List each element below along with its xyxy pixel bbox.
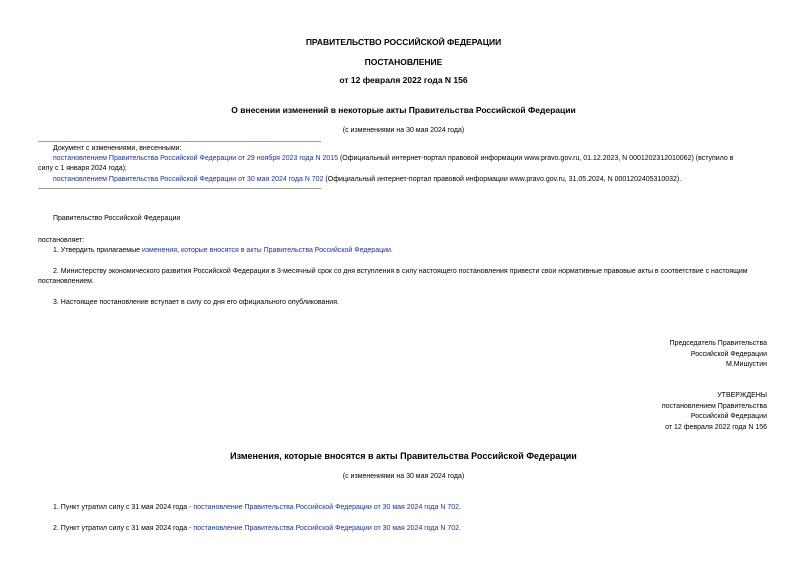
annex-item-1-text: 1. Пункт утратил силу с 31 мая 2024 года -	[53, 504, 194, 511]
changes-item-2	[53, 175, 681, 184]
approved-block	[662, 391, 767, 433]
approved-line-2: постановлением Правительства	[661, 402, 767, 410]
paragraph-3: 3. Настоящее постановление вступает в силу со дня его официального опубликования.	[53, 299, 339, 306]
annex-item-2	[53, 524, 461, 533]
paragraph-1-text: 1. Утвердить прилагаемые	[53, 247, 142, 254]
bottom-divider	[38, 188, 321, 189]
changes-annex-link[interactable]: изменения, которые вносятся в акты Правительства Российской Федерации	[141, 247, 391, 254]
signature-position: Председатель Правительства	[669, 340, 767, 347]
top-divider	[38, 141, 321, 142]
amendment-link-2015[interactable]: постановлением Правительства Российской Федерации от 29 ноября 2023 года N 2015	[53, 155, 339, 162]
paragraph-2-cont: постановлением.	[38, 278, 94, 285]
signature-body: Российской Федерации	[690, 350, 767, 358]
document-title: О внесении изменений в некоторые акты Правительства Российской Федерации	[231, 105, 576, 115]
signature-name: М.Мишустин	[725, 361, 767, 368]
changes-item-2-details: (Официальный интернет-портал правовой информации www.pravo.gov.ru, 31.05.2024, N 0001202405310032).	[323, 176, 682, 183]
org-heading: ПРАВИТЕЛЬСТВО РОССИЙСКОЙ ФЕДЕРАЦИИ	[305, 37, 502, 47]
paragraph-1-end: .	[390, 247, 393, 254]
government-text: Правительство Российской Федерации	[53, 215, 181, 222]
annex-title: Изменения, которые вносятся в акты Правительства Российской Федерации	[230, 451, 577, 461]
changes-item-1-details: (Официальный интернет-портал правовой информации www.pravo.gov.ru, 01.12.2023, N 0001202312010062) (вступило в	[338, 155, 734, 162]
annex-revision-note: (с изменениями на 30 мая 2024 года)	[342, 473, 465, 480]
paragraph-1	[53, 246, 393, 255]
changes-item-1-cont: силу с 1 января 2024 года);	[38, 165, 127, 172]
approved-line-3: Российской Федерации	[690, 413, 767, 420]
annex-item-2-end: .	[459, 525, 461, 532]
annex-item-2-text: 2. Пункт утратил силу с 31 мая 2024 года -	[53, 525, 194, 532]
changes-item-1	[53, 154, 733, 163]
revision-note: (с изменениями на 30 мая 2024 года)	[342, 127, 465, 134]
amendment-link-702[interactable]: постановлением Правительства Российской Федерации от 30 мая 2024 года N 702	[53, 176, 324, 183]
changes-intro: Документ с изменениями, внесенными:	[53, 145, 182, 152]
signature-block	[670, 339, 767, 371]
annex-item-1	[53, 503, 461, 512]
annex-item-2-link[interactable]: постановление Правительства Российской Федерации от 30 мая 2024 года N 702	[193, 525, 460, 532]
approved-line-4: от 12 февраля 2022 года N 156	[665, 423, 767, 431]
date-number-heading: от 12 февраля 2022 года N 156	[339, 75, 468, 85]
paragraph-2: 2. Министерству экономического развития Российской Федерации в 3-месячный срок со дня вступления в силу настоящего постановления привести свои нормативные правовые акты в соответствие с настоящим	[53, 268, 748, 275]
annex-item-1-end: .	[459, 504, 461, 511]
approved-line-1: УТВЕРЖДЕНЫ	[717, 392, 767, 399]
doc-type-heading: ПОСТАНОВЛЕНИЕ	[364, 57, 443, 67]
resolves-text: постановляет:	[38, 237, 85, 244]
annex-item-1-link[interactable]: постановление Правительства Российской Федерации от 30 мая 2024 года N 702	[193, 504, 460, 511]
